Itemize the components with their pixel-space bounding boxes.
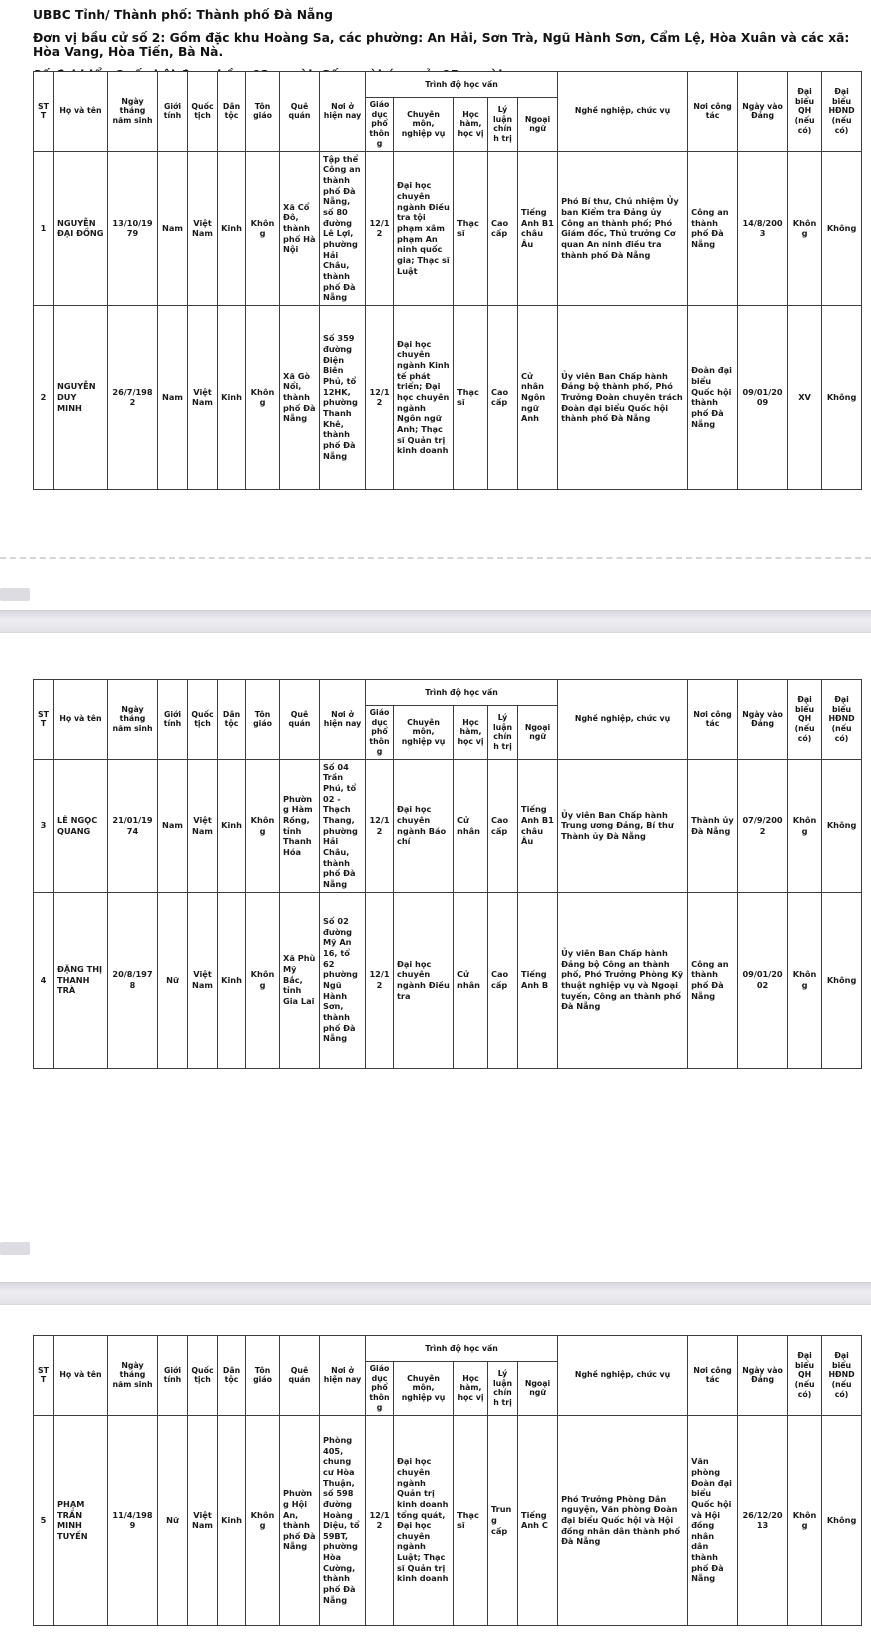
cell-nationality: Việt Nam	[188, 151, 218, 305]
cell-workplace: Thành ủy Đà Nẵng	[688, 759, 738, 892]
cell-nationality: Việt Nam	[188, 305, 218, 489]
page-break-dashed-line	[0, 557, 871, 559]
cell-language: Tiếng Anh C	[518, 1415, 558, 1625]
cell-qualification: Đại học chuyên ngành Báo chí	[394, 759, 454, 892]
col-header-workplace: Nơi công tác	[688, 1336, 738, 1416]
cell-ethnicity: Kinh	[218, 1415, 246, 1625]
col-header-occupation: Nghề nghiệp, chức vụ	[558, 680, 688, 760]
cell-council_member: Không	[822, 1415, 862, 1625]
col-header-religion: Tôn giáo	[246, 1336, 280, 1416]
cell-religion: Không	[246, 1415, 280, 1625]
candidate-table-page-1	[33, 71, 862, 490]
cell-stt: 1	[34, 151, 54, 305]
col-subheader-education: Giáo dục phổ thông	[366, 706, 394, 760]
cell-residence: Số 359 đường Điện Biên Phủ, tổ 12HK, phường Thanh Khê, thành phố Đà Nẵng	[320, 305, 366, 489]
col-header-gender: Giới tính	[158, 72, 188, 152]
cell-na_member: Không	[788, 892, 822, 1068]
cell-na_member: XV	[788, 305, 822, 489]
cell-degree: Thạc sĩ	[454, 151, 488, 305]
col-header-workplace: Nơi công tác	[688, 72, 738, 152]
cell-politics: Cao cấp	[488, 151, 518, 305]
cell-ethnicity: Kinh	[218, 759, 246, 892]
col-subheader-degree: Học hàm, học vị	[454, 1362, 488, 1416]
col-subheader-politics: Lý luận chính trị	[488, 706, 518, 760]
col-header-nationality: Quốc tịch	[188, 72, 218, 152]
col-subheader-language: Ngoại ngữ	[518, 706, 558, 760]
col-header-residence: Nơi ở hiện nay	[320, 1336, 366, 1416]
col-header-hometown: Quê quán	[280, 72, 320, 152]
col-subheader-qualification: Chuyên môn, nghiệp vụ	[394, 706, 454, 760]
col-header-religion: Tôn giáo	[246, 72, 280, 152]
cell-hometown: Xã Cổ Đô, thành phố Hà Nội	[280, 151, 320, 305]
cell-dob: 21/01/1974	[108, 759, 158, 892]
cell-degree: Thạc sĩ	[454, 1415, 488, 1625]
cell-qualification: Đại học chuyên ngành Quản trị kinh doanh tổng quát, Đại học chuyên ngành Luật; Thạc sĩ Quản trị kinh doanh	[394, 1415, 454, 1625]
col-header-gender: Giới tính	[158, 680, 188, 760]
col-subheader-language: Ngoại ngữ	[518, 98, 558, 152]
cell-politics: Cao cấp	[488, 305, 518, 489]
cell-residence: Số 04 Trần Phú, tổ 02 - Thạch Thang, phường Hải Châu, thành phố Đà Nẵng	[320, 759, 366, 892]
col-subheader-degree: Học hàm, học vị	[454, 706, 488, 760]
cell-na_member: Không	[788, 1415, 822, 1625]
col-header-workplace: Nơi công tác	[688, 680, 738, 760]
col-subheader-politics: Lý luận chính trị	[488, 1362, 518, 1416]
cell-party_date: 09/01/2009	[738, 305, 788, 489]
cell-council_member: Không	[822, 759, 862, 892]
election-unit-line: Đơn vị bầu cử số 2: Gồm đặc khu Hoàng Sa, các phường: An Hải, Sơn Trà, Ngũ Hành Sơn, Cẩm Lệ, Hòa Xuân và các xã: Hòa Vang, Hòa Tiến, Bà Nà.	[33, 31, 850, 59]
cell-qualification: Đại học chuyên ngành Điều tra tội phạm xâm phạm An ninh quốc gia; Thạc sĩ Luật	[394, 151, 454, 305]
cell-degree: Cử nhân	[454, 759, 488, 892]
cell-occupation: Ủy viên Ban Chấp hành Trung ương Đảng, Bí thư Thành ủy Đà Nẵng	[558, 759, 688, 892]
cell-occupation: Phó Trưởng Phòng Dân nguyện, Văn phòng Đoàn đại biểu Quốc hội và Hội đồng nhân dân thành phố Đà Nẵng	[558, 1415, 688, 1625]
cell-occupation: Ủy viên Ban Chấp hành Đảng bộ Công an thành phố, Phó Trưởng Phòng Kỹ thuật nghiệp vụ và Ngoại tuyến, Công an thành phố Đà Nẵng	[558, 892, 688, 1068]
col-header-dob: Ngày tháng năm sinh	[108, 680, 158, 760]
col-header-dob: Ngày tháng năm sinh	[108, 1336, 158, 1416]
cell-dob: 26/7/1982	[108, 305, 158, 489]
col-header-council_member: Đại biểu HĐND (nếu có)	[822, 680, 862, 760]
col-header-occupation: Nghề nghiệp, chức vụ	[558, 72, 688, 152]
cell-hometown: Xã Phù Mỹ Bắc, tỉnh Gia Lai	[280, 892, 320, 1068]
candidate-row	[34, 151, 862, 305]
cell-residence: Phòng 405, chung cư Hòa Thuận, số 598 đường Hoàng Diệu, tổ 59BT, phường Hòa Cường, thành phố Đà Nẵng	[320, 1415, 366, 1625]
cell-gender: Nam	[158, 151, 188, 305]
cell-party_date: 09/01/2002	[738, 892, 788, 1068]
col-header-stt: STT	[34, 1336, 54, 1416]
cell-religion: Không	[246, 892, 280, 1068]
cell-politics: Cao cấp	[488, 892, 518, 1068]
cell-hometown: Xã Gò Nổi, thành phố Đà Nẵng	[280, 305, 320, 489]
cell-qualification: Đại học chuyên ngành Kinh tế phát triển; Đại học chuyên ngành Ngôn ngữ Anh; Thạc sĩ Quản trị kinh doanh	[394, 305, 454, 489]
col-header-residence: Nơi ở hiện nay	[320, 680, 366, 760]
col-header-council_member: Đại biểu HĐND (nếu có)	[822, 1336, 862, 1416]
cell-gender: Nam	[158, 759, 188, 892]
cell-workplace: Công an thành phố Đà Nẵng	[688, 151, 738, 305]
cell-occupation: Phó Bí thư, Chủ nhiệm Ủy ban Kiểm tra Đảng ủy Công an thành phố; Phó Giám đốc, Thủ trưởng Cơ quan An ninh điều tra thành phố Đà Nẵng	[558, 151, 688, 305]
cell-hometown: Phường Hội An, thành phố Đà Nẵng	[280, 1415, 320, 1625]
cell-council_member: Không	[822, 892, 862, 1068]
col-group-education-level: Trình độ học vấn	[366, 72, 558, 98]
col-header-na_member: Đại biểu QH (nếu có)	[788, 72, 822, 152]
cell-dob: 11/4/1989	[108, 1415, 158, 1625]
cell-education: 12/12	[366, 305, 394, 489]
cell-workplace: Văn phòng Đoàn đại biểu Quốc hội và Hội đồng nhân dân thành phố Đà Nẵng	[688, 1415, 738, 1625]
col-header-ethnicity: Dân tộc	[218, 680, 246, 760]
col-header-stt: STT	[34, 680, 54, 760]
candidate-row	[34, 1415, 862, 1625]
candidate-row	[34, 892, 862, 1068]
cell-stt: 3	[34, 759, 54, 892]
cell-nationality: Việt Nam	[188, 1415, 218, 1625]
cell-hometown: Phường Hàm Rồng, tỉnh Thanh Hóa	[280, 759, 320, 892]
page-edge-stub	[0, 1242, 30, 1255]
cell-stt: 5	[34, 1415, 54, 1625]
col-header-nationality: Quốc tịch	[188, 1336, 218, 1416]
cell-stt: 2	[34, 305, 54, 489]
col-header-nationality: Quốc tịch	[188, 680, 218, 760]
col-header-dob: Ngày tháng năm sinh	[108, 72, 158, 152]
cell-language: Tiếng Anh B1 châu Âu	[518, 759, 558, 892]
cell-name: NGUYỄN DUY MINH	[54, 305, 108, 489]
cell-religion: Không	[246, 759, 280, 892]
cell-na_member: Không	[788, 759, 822, 892]
cell-name: NGUYỄN ĐẠI ĐỒNG	[54, 151, 108, 305]
candidate-table-page-3	[33, 1335, 862, 1626]
col-header-hometown: Quê quán	[280, 680, 320, 760]
page-separator-bar	[0, 610, 871, 633]
cell-ethnicity: Kinh	[218, 892, 246, 1068]
candidate-row	[34, 759, 862, 892]
cell-dob: 13/10/1979	[108, 151, 158, 305]
cell-education: 12/12	[366, 151, 394, 305]
cell-language: Tiếng Anh B	[518, 892, 558, 1068]
cell-ethnicity: Kinh	[218, 305, 246, 489]
page-separator-bar	[0, 1282, 871, 1305]
col-header-occupation: Nghề nghiệp, chức vụ	[558, 1336, 688, 1416]
cell-politics: Trung cấp	[488, 1415, 518, 1625]
col-header-stt: STT	[34, 72, 54, 152]
col-subheader-degree: Học hàm, học vị	[454, 98, 488, 152]
col-header-hometown: Quê quán	[280, 1336, 320, 1416]
cell-education: 12/12	[366, 1415, 394, 1625]
col-group-education-level: Trình độ học vấn	[366, 680, 558, 706]
cell-name: PHẠM TRẦN MINH TUYẾN	[54, 1415, 108, 1625]
cell-education: 12/12	[366, 759, 394, 892]
col-header-na_member: Đại biểu QH (nếu có)	[788, 1336, 822, 1416]
col-subheader-qualification: Chuyên môn, nghiệp vụ	[394, 98, 454, 152]
cell-party_date: 07/9/2002	[738, 759, 788, 892]
cell-na_member: Không	[788, 151, 822, 305]
candidate-table-page-2	[33, 679, 862, 1069]
page-edge-stub	[0, 588, 30, 601]
cell-degree: Thạc sĩ	[454, 305, 488, 489]
cell-nationality: Việt Nam	[188, 892, 218, 1068]
cell-language: Cử nhân Ngôn ngữ Anh	[518, 305, 558, 489]
cell-religion: Không	[246, 305, 280, 489]
cell-gender: Nữ	[158, 1415, 188, 1625]
cell-politics: Cao cấp	[488, 759, 518, 892]
cell-council_member: Không	[822, 305, 862, 489]
cell-religion: Không	[246, 151, 280, 305]
cell-degree: Cử nhân	[454, 892, 488, 1068]
col-header-name: Họ và tên	[54, 72, 108, 152]
col-subheader-language: Ngoại ngữ	[518, 1362, 558, 1416]
col-header-council_member: Đại biểu HĐND (nếu có)	[822, 72, 862, 152]
col-header-party_date: Ngày vào Đảng	[738, 72, 788, 152]
cell-nationality: Việt Nam	[188, 759, 218, 892]
col-subheader-qualification: Chuyên môn, nghiệp vụ	[394, 1362, 454, 1416]
cell-occupation: Ủy viên Ban Chấp hành Đảng bộ thành phố, Phó Trưởng Đoàn chuyên trách Đoàn đại biểu Quốc hội thành phố Đà Nẵng	[558, 305, 688, 489]
cell-workplace: Công an thành phố Đà Nẵng	[688, 892, 738, 1068]
col-header-name: Họ và tên	[54, 680, 108, 760]
cell-dob: 20/8/1978	[108, 892, 158, 1068]
cell-residence: Số 02 đường Mỹ An 16, tổ 62 phường Ngũ Hành Sơn, thành phố Đà Nẵng	[320, 892, 366, 1068]
cell-qualification: Đại học chuyên ngành Điều tra	[394, 892, 454, 1068]
col-header-party_date: Ngày vào Đảng	[738, 1336, 788, 1416]
candidate-row	[34, 305, 862, 489]
col-header-religion: Tôn giáo	[246, 680, 280, 760]
col-header-na_member: Đại biểu QH (nếu có)	[788, 680, 822, 760]
cell-residence: Tập thể Công an thành phố Đà Nẵng, số 80 đường Lê Lợi, phường Hải Châu, thành phố Đà Nẵng	[320, 151, 366, 305]
cell-stt: 4	[34, 892, 54, 1068]
col-subheader-education: Giáo dục phổ thông	[366, 1362, 394, 1416]
col-subheader-politics: Lý luận chính trị	[488, 98, 518, 152]
col-header-party_date: Ngày vào Đảng	[738, 680, 788, 760]
col-header-name: Họ và tên	[54, 1336, 108, 1416]
col-subheader-education: Giáo dục phổ thông	[366, 98, 394, 152]
cell-gender: Nam	[158, 305, 188, 489]
cell-name: ĐẶNG THỊ THANH TRÀ	[54, 892, 108, 1068]
ubbc-province-line: UBBC Tỉnh/ Thành phố: Thành phố Đà Nẵng	[33, 8, 333, 22]
col-header-ethnicity: Dân tộc	[218, 1336, 246, 1416]
cell-language: Tiếng Anh B1 châu Âu	[518, 151, 558, 305]
cell-workplace: Đoàn đại biểu Quốc hội thành phố Đà Nẵng	[688, 305, 738, 489]
cell-party_date: 14/8/2003	[738, 151, 788, 305]
cell-education: 12/12	[366, 892, 394, 1068]
cell-council_member: Không	[822, 151, 862, 305]
cell-gender: Nữ	[158, 892, 188, 1068]
cell-name: LÊ NGỌC QUANG	[54, 759, 108, 892]
cell-party_date: 26/12/2013	[738, 1415, 788, 1625]
col-header-ethnicity: Dân tộc	[218, 72, 246, 152]
col-header-residence: Nơi ở hiện nay	[320, 72, 366, 152]
col-header-gender: Giới tính	[158, 1336, 188, 1416]
col-group-education-level: Trình độ học vấn	[366, 1336, 558, 1362]
cell-ethnicity: Kinh	[218, 151, 246, 305]
